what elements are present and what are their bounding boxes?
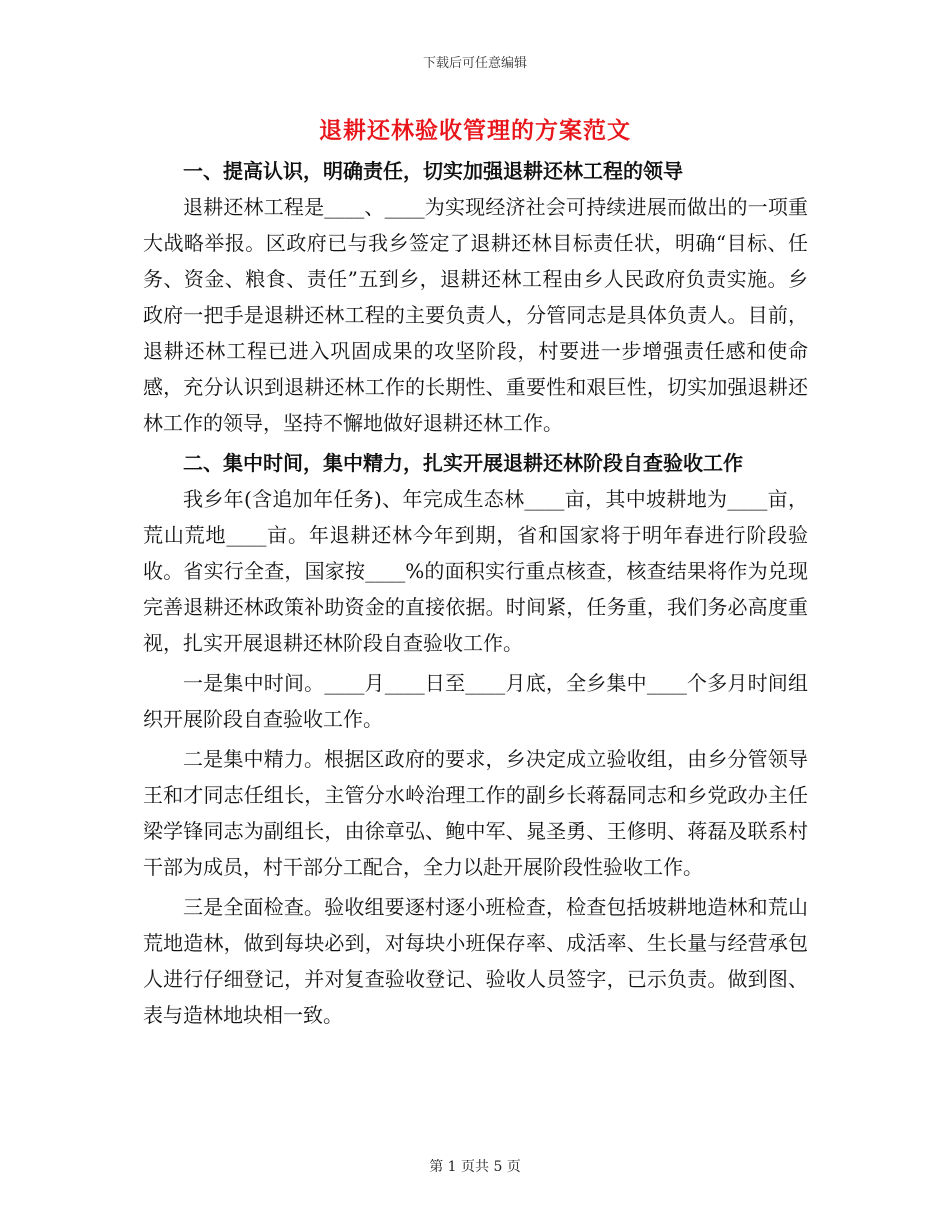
section-heading-1: 一、提高认识，明确责任，切实加强退耕还林工程的领导: [183, 159, 683, 183]
paragraph: 我乡年(含追加年任务)、年完成生态林____亩，其中坡耕地为____亩，荒山荒地____亩。年退耕还林今年到期，省和国家将于明年春进行阶段验收。省实行全查，国家按____%的面积实行重点核查，核查结果将作为兑现完善退耕还林政策补助资金的直接依据。时间紧，任务重，我们务必高度重视，扎实开展退耕还林阶段自查验收工作。: [143, 487, 808, 655]
page-footer: 第 1 页共 5 页: [429, 1159, 521, 1175]
paragraph: 三是全面检查。验收组要逐村逐小班检查，检查包括坡耕地造林和荒山荒地造林，做到每块必到，对每块小班保存率、成活率、生长量与经营承包人进行仔细登记，并对复查验收登记、验收人员签字，已示负责。做到图、表与造林地块相一致。: [143, 895, 808, 1027]
document-title: 退耕还林验收管理的方案范文: [319, 117, 631, 144]
paragraph: 一是集中时间。____月____日至____月底，全乡集中____个多月时间组织开展阶段自查验收工作。: [143, 671, 808, 731]
header-note: 下载后可任意编辑: [422, 56, 527, 71]
paragraph: 退耕还林工程是____、____为实现经济社会可持续进展而做出的一项重大战略举报。区政府已与我乡签定了退耕还林目标责任状，明确“目标、任务、资金、粮食、责任”五到乡，退耕还林工程由乡人民政府负责实施。乡政府一把手是退耕还林工程的主要负责人，分管同志是具体负责人。目前，退耕还林工程已进入巩固成果的攻坚阶段，村要进一步增强责任感和使命感，充分认识到退耕还林工作的长期性、重要性和艰巨性，切实加强退耕还林工作的领导，坚持不懈地做好退耕还林工作。: [143, 195, 808, 435]
paragraph: 二是集中精力。根据区政府的要求，乡决定成立验收组，由乡分管领导王和才同志任组长，主管分水岭治理工作的副乡长蒋磊同志和乡党政办主任梁学锋同志为副组长，由徐章弘、鲍中军、晁圣勇、王修明、蒋磊及联系村干部为成员，村干部分工配合，全力以赴开展阶段性验收工作。: [143, 747, 808, 879]
section-heading-2: 二、集中时间，集中精力，扎实开展退耕还林阶段自查验收工作: [183, 451, 743, 475]
document-body: [143, 153, 808, 1033]
